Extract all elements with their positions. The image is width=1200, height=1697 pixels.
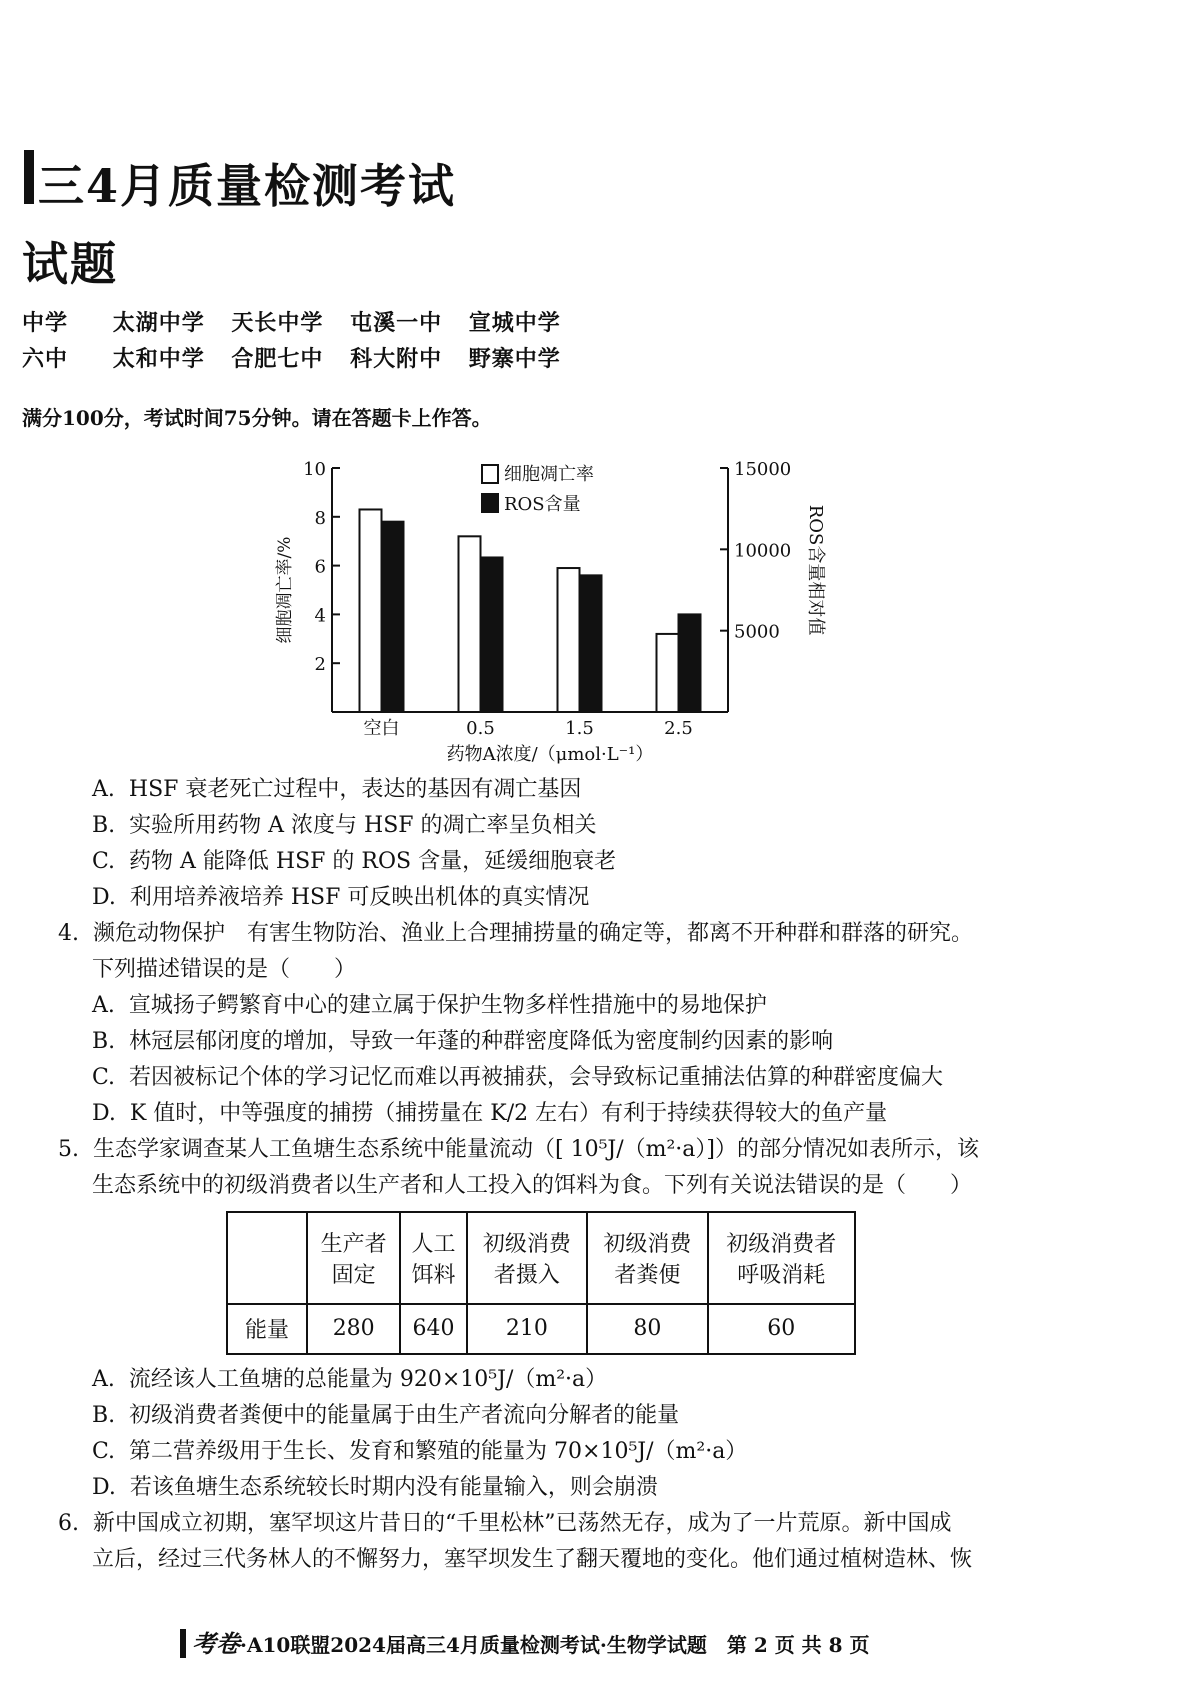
left-tick-label: 8 — [314, 507, 326, 529]
option-text: 实验所用药物 A 浓度与 HSF 的凋亡率呈负相关 — [129, 813, 597, 838]
q5-option-c — [92, 1434, 747, 1465]
q5-option-d — [92, 1470, 658, 1501]
school-name: 太和中学 — [112, 346, 205, 372]
table-header-cell: 初级消费者 呼吸消耗 — [708, 1212, 855, 1304]
apoptosis-ros-chart — [270, 450, 830, 770]
option-label: D. — [92, 1101, 116, 1126]
table-cell: 640 — [400, 1304, 466, 1354]
question-stem-line: 新中国成立初期，塞罕坝这片昔日的“千里松林”已荡然无存，成为了一片荒原。新中国成 — [93, 1511, 952, 1536]
question-number: 6. — [58, 1511, 79, 1536]
option-label: A. — [92, 777, 115, 802]
left-tick-label: 6 — [314, 556, 326, 578]
x-tick-label: 2.5 — [664, 718, 693, 739]
x-axis-label: 药物A浓度/（μmol·L⁻¹） — [446, 744, 654, 765]
school-name: 六中 — [22, 346, 69, 372]
school-list-row-1 — [22, 306, 579, 337]
option-label: C. — [92, 1065, 116, 1090]
option-text: 若因被标记个体的学习记忆而难以再被捕获，会导致标记重捕法估算的种群密度偏大 — [129, 1065, 944, 1090]
q4-option-a — [92, 988, 767, 1019]
table-cell: 60 — [708, 1304, 855, 1354]
option-text: HSF 衰老死亡过程中，表达的基因有凋亡基因 — [128, 777, 582, 802]
question-number: 4. — [58, 921, 79, 946]
table-cell: 280 — [307, 1304, 400, 1354]
option-text: 第二营养级用于生长、发育和繁殖的能量为 70×10⁵J/（m²·a） — [129, 1439, 748, 1464]
table-header-cell: 生产者 固定 — [307, 1212, 400, 1304]
x-tick-label: 1.5 — [565, 718, 594, 739]
q4-option-b — [92, 1024, 833, 1055]
bar-apoptosis-rate — [360, 509, 382, 712]
table-header-cell: 初级消费 者摄入 — [467, 1212, 587, 1304]
option-text: 宣城扬子鳄繁育中心的建立属于保护生物多样性措施中的易地保护 — [128, 993, 767, 1018]
q6-stem-line-2: 立后，经过三代务林人的不懈努力，塞罕坝发生了翻天覆地的变化。他们通过植树造林、恢 — [92, 1547, 973, 1572]
option-text: 若该鱼塘生态系统较长时期内没有能量输入，则会崩溃 — [129, 1475, 658, 1500]
legend-swatch-apoptosis — [482, 465, 498, 483]
legend-label-ros: ROS含量 — [504, 494, 581, 515]
school-name: 屯溪一中 — [350, 310, 443, 336]
right-tick-label: 5000 — [734, 621, 780, 643]
question-stem-line: 濒危动物保护 有害生物防治、渔业上合理捕捞量的确定等，都离不开种群和群落的研究。 — [93, 921, 974, 946]
school-name: 野寨中学 — [468, 346, 561, 372]
q3-option-b — [92, 808, 597, 839]
q3-option-a — [92, 772, 581, 803]
table-header-cell — [227, 1212, 307, 1304]
x-tick-label: 空白 — [363, 718, 400, 739]
q5-option-b — [92, 1398, 679, 1429]
option-text: 林冠层郁闭度的增加，导致一年蓬的种群密度降低为密度制约因素的影响 — [129, 1029, 834, 1054]
option-label: B. — [92, 813, 116, 838]
title-line-1: 三4月质量检测考试 — [38, 159, 457, 213]
footer-text: ·A10联盟2024届高三4月质量检测考试·生物学试题 第 2 页 共 8 页 — [240, 1633, 870, 1657]
q4-stem-line-2: 下列描述错误的是（ ） — [92, 957, 357, 982]
school-name: 太湖中学 — [112, 310, 205, 336]
left-tick-label: 10 — [303, 459, 326, 480]
right-axis-label: ROS含量相对值 — [805, 504, 826, 636]
school-name: 中学 — [22, 310, 69, 336]
q4-option-d — [92, 1096, 887, 1127]
option-label: C. — [92, 1439, 116, 1464]
bar-apoptosis-rate — [558, 568, 580, 712]
table-cell: 210 — [467, 1304, 587, 1354]
option-label: B. — [92, 1403, 116, 1428]
school-name: 天长中学 — [231, 310, 324, 336]
option-label: A. — [92, 993, 115, 1018]
option-label: D. — [92, 885, 116, 910]
option-text: 利用培养液培养 HSF 可反映出机体的真实情况 — [129, 885, 590, 910]
school-name: 宣城中学 — [468, 310, 561, 336]
energy-table — [226, 1211, 856, 1355]
table-row-label: 能量 — [227, 1304, 307, 1354]
option-label: D. — [92, 1475, 116, 1500]
option-text: 流经该人工鱼塘的总能量为 920×10⁵J/（m²·a） — [128, 1367, 608, 1392]
page-footer — [180, 1624, 870, 1659]
bar-ros-content — [382, 522, 404, 712]
q5-stem — [58, 1132, 979, 1163]
brand-logo: 考卷 — [180, 1629, 240, 1658]
school-name: 合肥七中 — [231, 346, 324, 372]
table-cell: 80 — [587, 1304, 707, 1354]
table-header-cell: 人工 饵料 — [400, 1212, 466, 1304]
bar-ros-content — [580, 575, 602, 712]
question-stem-line: 生态学家调查某人工鱼塘生态系统中能量流动（[ 10⁵J/（m²·a）]）的部分情况如表所示，该 — [93, 1137, 979, 1162]
left-tick-label: 4 — [314, 605, 326, 627]
x-tick-label: 0.5 — [466, 718, 495, 739]
q6-stem — [58, 1506, 952, 1537]
question-number: 5. — [58, 1137, 79, 1162]
q3-option-d — [92, 880, 589, 911]
q4-stem — [58, 916, 973, 947]
q5-option-a — [92, 1362, 607, 1393]
q5-stem-line-2: 生态系统中的初级消费者以生产者和人工投入的饵料为食。下列有关说法错误的是（ ） — [92, 1173, 973, 1198]
school-name: 科大附中 — [350, 346, 443, 372]
q4-option-c — [92, 1060, 943, 1091]
bar-apoptosis-rate — [657, 634, 679, 712]
legend-label-apoptosis: 细胞凋亡率 — [504, 464, 594, 485]
option-text: 药物 A 能降低 HSF 的 ROS 含量，延缓细胞衰老 — [129, 849, 617, 874]
title-line-2: 试题 — [22, 237, 118, 291]
school-list-row-2 — [22, 342, 579, 373]
binding-edge-mark — [24, 150, 34, 204]
table-header-cell: 初级消费 者粪便 — [587, 1212, 707, 1304]
table-row — [227, 1304, 855, 1354]
left-tick-label: 2 — [314, 654, 326, 676]
exam-note: 满分100分，考试时间75分钟。请在答题卡上作答。 — [22, 406, 492, 430]
option-label: B. — [92, 1029, 116, 1054]
option-text: K 值时，中等强度的捕捞（捕捞量在 K/2 左右）有利于持续获得较大的鱼产量 — [129, 1101, 888, 1126]
option-text: 初级消费者粪便中的能量属于由生产者流向分解者的能量 — [129, 1403, 680, 1428]
legend-swatch-ros — [482, 494, 498, 512]
table-header-row — [227, 1212, 855, 1304]
option-label: A. — [92, 1367, 115, 1392]
right-tick-label: 10000 — [734, 540, 792, 562]
left-axis-label: 细胞凋亡率/% — [275, 536, 295, 644]
bar-apoptosis-rate — [459, 536, 481, 712]
right-tick-label: 15000 — [734, 459, 792, 480]
bar-ros-content — [679, 614, 701, 712]
bar-ros-content — [481, 557, 503, 712]
option-label: C. — [92, 849, 116, 874]
q3-option-c — [92, 844, 616, 875]
